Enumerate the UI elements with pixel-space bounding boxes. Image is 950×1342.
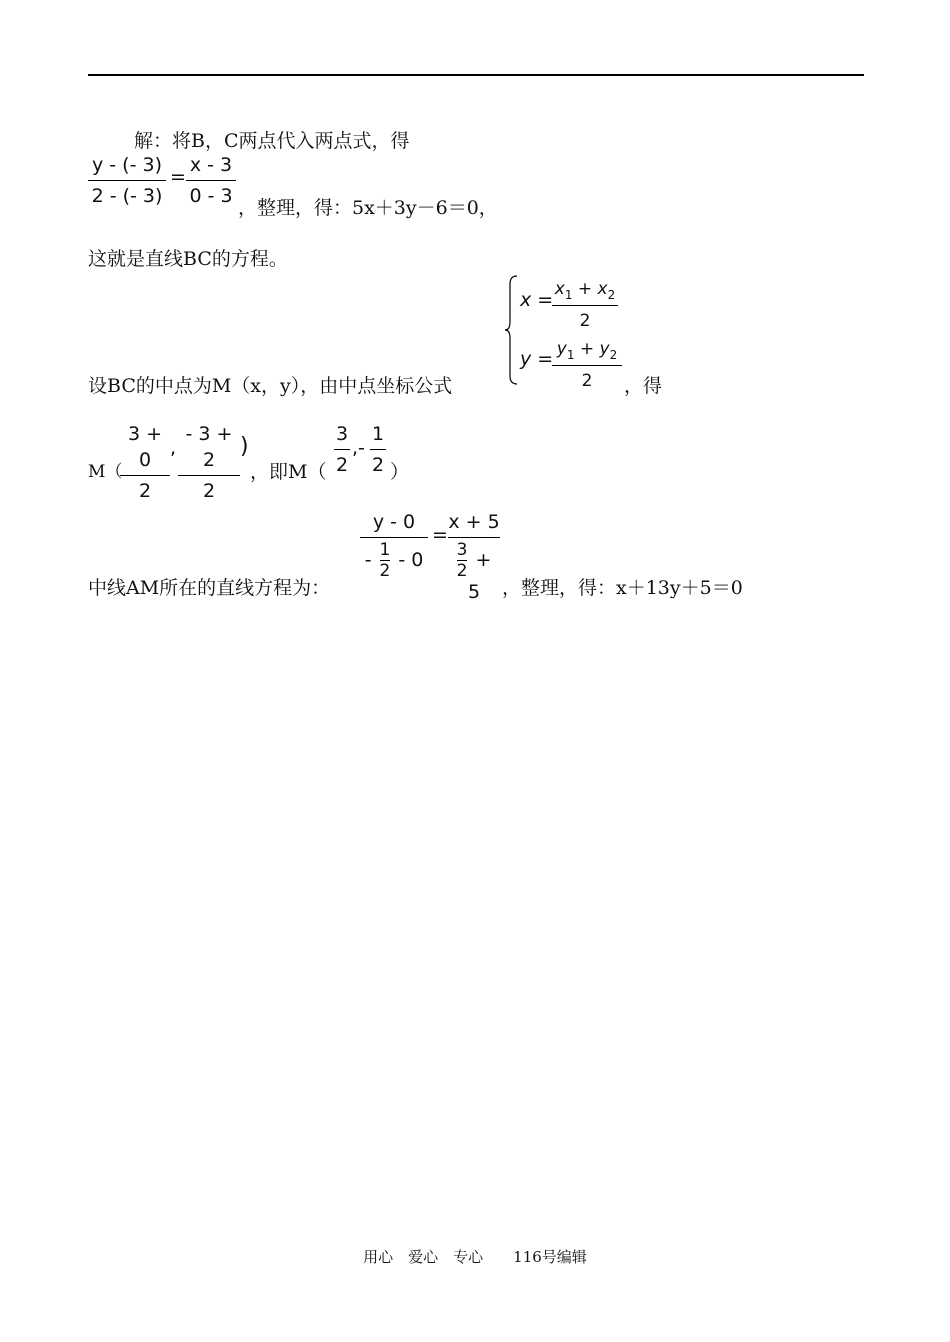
m-end-paren: ） xyxy=(390,461,410,483)
m-simplified-y: 1 2 xyxy=(371,423,385,476)
median-rhs-fraction: x + 5 $\frac{3}{2}$ + 5 xyxy=(448,511,500,603)
m-close-paren: ) xyxy=(240,434,249,459)
header-rule xyxy=(88,74,864,76)
eq1-equals: = xyxy=(170,166,186,188)
m-x-fraction: 3 + 0 2 xyxy=(120,421,170,504)
median-lhs-fraction: y - 0 - $\frac{1}{2}$ - 0 xyxy=(360,509,428,581)
m-comma-minus: ,- xyxy=(352,437,365,459)
midpoint-y-fraction: $y_1 + y_2$ 2 xyxy=(552,336,622,394)
solution-intro: 解：将B，C两点代入两点式，得 xyxy=(134,130,410,152)
midpoint-y-lhs: y = xyxy=(520,348,554,370)
m-y-fraction: - 3 + 2 2 xyxy=(178,421,240,504)
eq1-lhs-numerator: y - (- 3) xyxy=(92,154,162,176)
eq1-rhs-fraction xyxy=(186,152,236,209)
eq1-lhs-denominator: 2 - (- 3) xyxy=(91,185,163,207)
m-point-prefix: M（ xyxy=(88,462,123,482)
m-comma: , xyxy=(170,437,177,459)
median-equals: = xyxy=(432,524,448,546)
page-footer: 用心 爱心 专心 116号编辑 xyxy=(363,1248,587,1266)
midpoint-x-lhs: x = xyxy=(520,289,554,311)
m-simplified-x: 3 2 xyxy=(335,423,349,476)
midpoint-x-fraction: $x_1 + x_2$ 2 xyxy=(552,276,618,334)
eq1-result: ，整理，得：5x＋3y－6＝0， xyxy=(238,197,498,219)
midpoint-intro: 设BC的中点为M（x，y），由中点坐标公式 xyxy=(88,375,453,397)
median-result: ，整理，得：x＋13y＋5＝0 xyxy=(502,577,743,599)
eq1-rhs-numerator: x - 3 xyxy=(189,154,233,176)
eq1-lhs-fraction xyxy=(88,152,166,209)
midpoint-result: ，得 xyxy=(624,375,663,397)
left-brace-icon xyxy=(504,274,520,386)
m-equivalently: ，即M（ xyxy=(250,461,327,483)
eq1-rhs-denominator: 0 - 3 xyxy=(189,185,233,207)
bc-line-statement: 这就是直线BC的方程。 xyxy=(88,248,288,270)
median-intro: 中线AM所在的直线方程为： xyxy=(88,577,331,599)
